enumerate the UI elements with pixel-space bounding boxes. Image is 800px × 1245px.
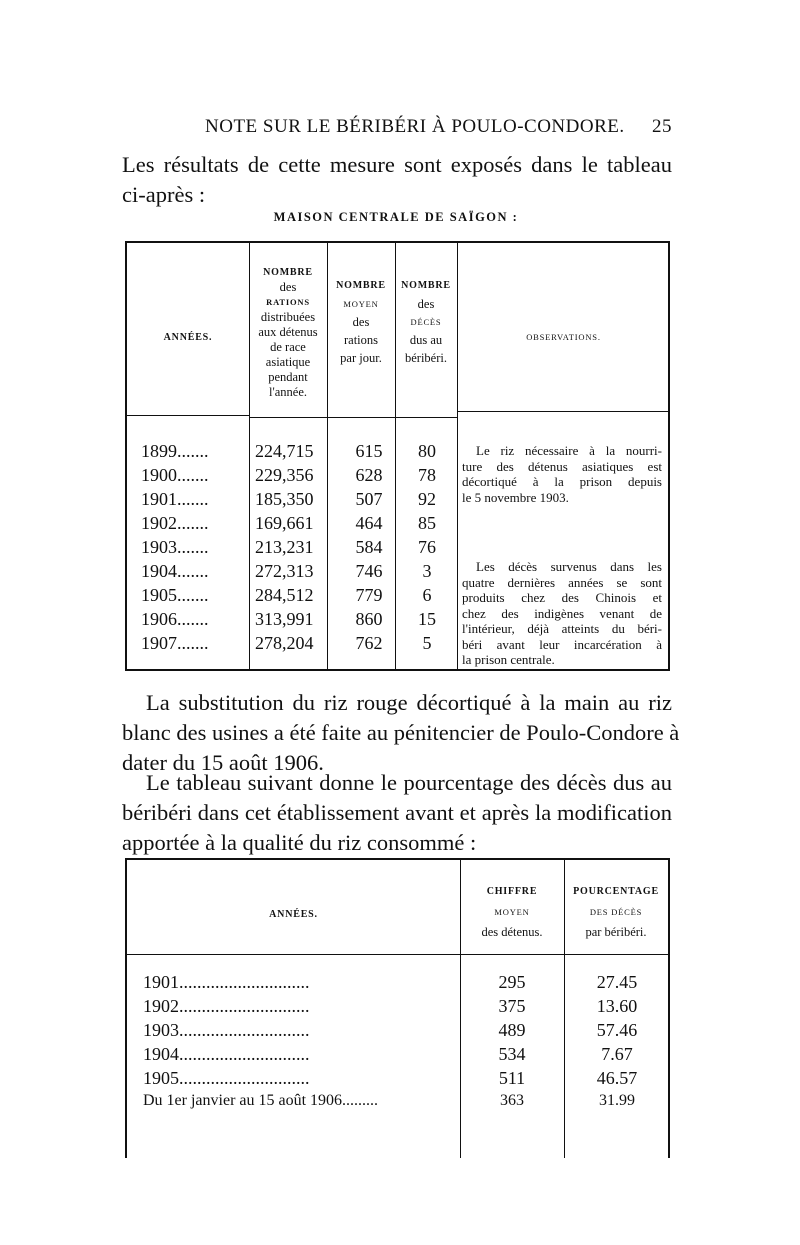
running-head: [120, 116, 672, 146]
observation-rice: Le riz nécessaire à la nourri- ture des détenus asiatiques est décortiqué à la prison depuis le 5 novembre 1903.: [462, 443, 662, 505]
table-row: 1902....... 169,661 464 85: [141, 513, 436, 533]
header-rule: [457, 411, 670, 412]
table-row: 1903....... 213,231 584 76: [141, 537, 436, 557]
paragraph-line: Les résultats de cette mesure sont exposés dans le tableau: [122, 152, 672, 177]
header-pourcentage: POURCENTAGE DES DÉCÈS par béribéri.: [573, 886, 659, 939]
paragraph-line: ci-après :: [122, 182, 206, 207]
table-row: 1906....... 313,991 860 15: [141, 609, 436, 629]
paragraph-line: La substitution du riz rouge décortiqué à la main au riz: [146, 690, 672, 715]
header-deces: NOMBRE des DÉCÈS dus au béribéri.: [401, 280, 451, 365]
header-moyen: NOMBRE MOYEN des rations par jour.: [336, 280, 386, 365]
table-row: 1904....... 272,313 746 3: [141, 561, 432, 581]
header-rule: [127, 954, 668, 955]
header-chiffre: CHIFFRE MOYEN des détenus.: [481, 886, 543, 939]
table-row: 1905....... 284,512 779 6: [141, 585, 432, 605]
paragraph-line: apportée à la qualité du riz consommé :: [122, 830, 477, 855]
table-row: 1903............................. 489 57.46: [143, 1020, 638, 1040]
observation-deaths: Les décès survenus dans les quatre dernières années se sont produits chez des Chinois et chez des indigènes venant de l'intérieur, déjà atteints du béri- béri avant leur incarcération à la prison centrale.: [462, 559, 662, 667]
header-observations: OBSERVATIONS.: [526, 332, 601, 342]
substitution-paragraph: [122, 688, 680, 778]
header-annees: ANNÉES.: [269, 909, 318, 920]
paragraph-line: dater du 15 août 1906.: [122, 750, 324, 775]
table-row: 1901............................. 295 27.45: [143, 972, 638, 992]
header-rations: NOMBRE des RATIONS distribuées aux détenus de race asiatique pendant l'année.: [258, 267, 318, 399]
running-head-title: NOTE SUR LE BÉRIBÉRI À POULO-CONDORE.: [205, 116, 625, 137]
table-maison-centrale: [125, 241, 670, 671]
table-row: 1901....... 185,350 507 92: [141, 489, 436, 509]
percentage-paragraph: [122, 768, 672, 858]
table-row: 1907....... 278,204 762 5: [141, 633, 432, 653]
table-poulo-condore: [125, 858, 670, 1158]
table1-caption: MAISON CENTRALE DE SAÏGON :: [273, 210, 519, 224]
page-number: 25: [652, 116, 672, 137]
paragraph-line: blanc des usines a été faite au pénitencier de Poulo-Condore à: [122, 720, 680, 745]
table-row: 1902............................. 375 13.60: [143, 996, 638, 1016]
table-row: 1900....... 229,356 628 78: [141, 465, 436, 485]
table-row: Du 1er janvier au 15 août 1906......... 363 31.99: [143, 1092, 635, 1109]
header-rule: [249, 417, 457, 418]
header-annees: ANNÉES.: [163, 332, 213, 343]
table-row: 1904............................. 534 7.67: [143, 1044, 633, 1064]
paragraph-line: béribéri dans cet établissement avant et après la modification: [122, 800, 672, 825]
header-rule: [127, 415, 249, 416]
intro-paragraph: [122, 150, 672, 210]
table-row: 1905............................. 511 46.57: [143, 1068, 638, 1088]
table-row: 1899....... 224,715 615 80: [141, 441, 436, 461]
paragraph-line: Le tableau suivant donne le pourcentage des décès dus au: [146, 770, 672, 795]
